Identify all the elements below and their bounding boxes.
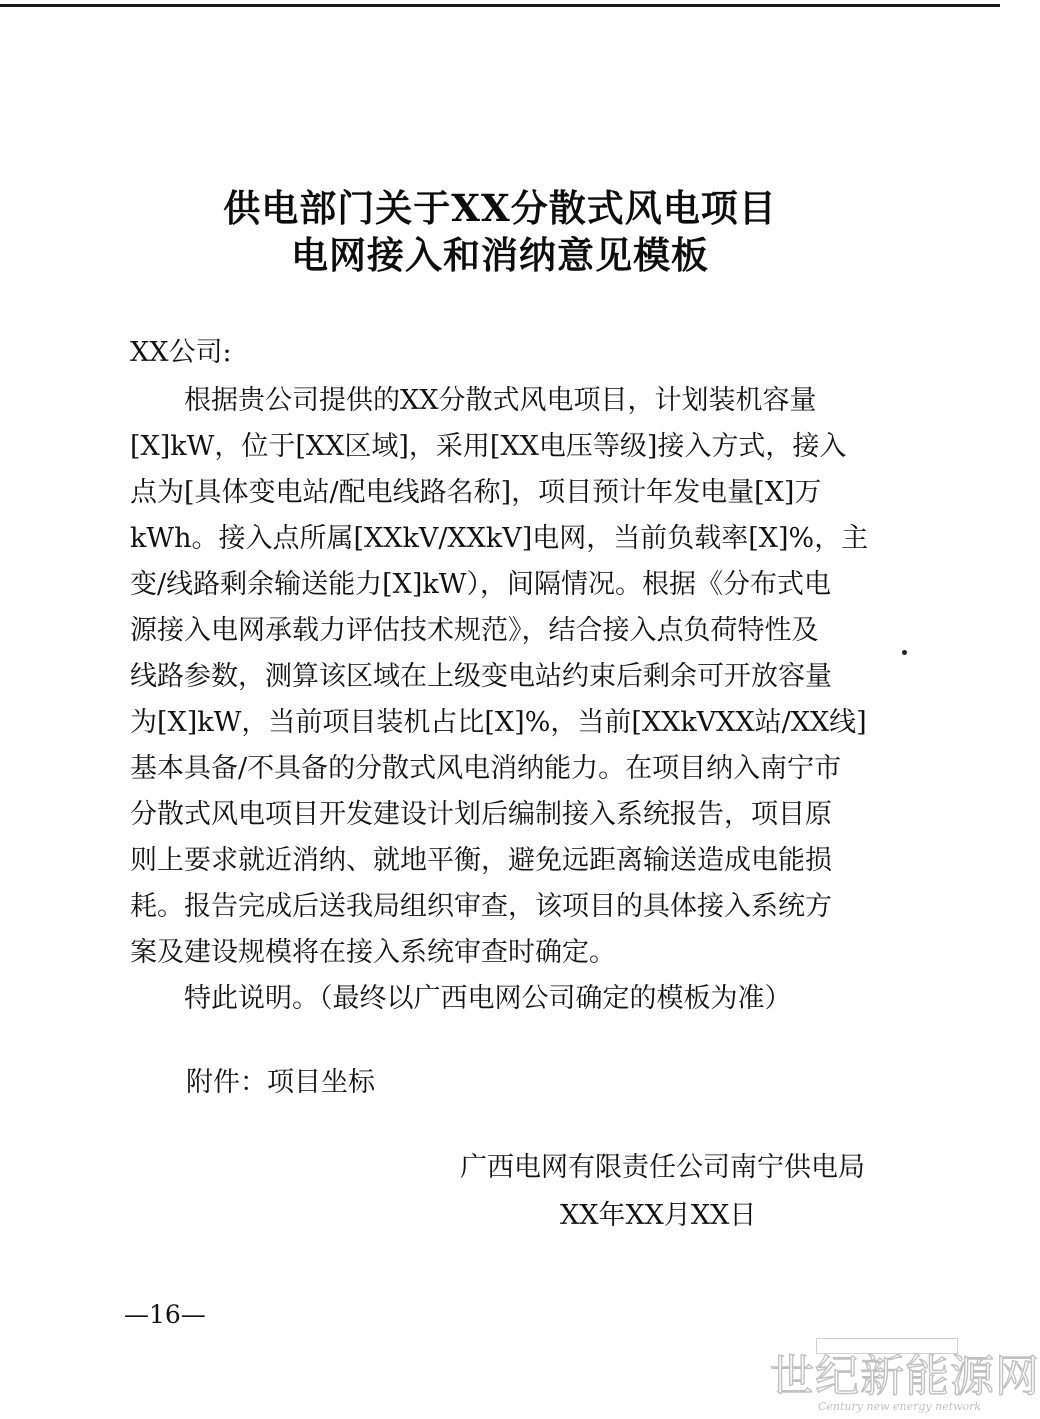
signing-organization: 广西电网有限责任公司南宁供电局 bbox=[460, 1152, 865, 1183]
body-line: 特此说明。（最终以广西电网公司确定的模板为准） bbox=[130, 983, 792, 1014]
document-title-line-1: 供电部门关于XX分散式风电项目 bbox=[223, 186, 777, 230]
top-border-rule bbox=[0, 4, 1000, 7]
body-line: 根据贵公司提供的XX分散式风电项目，计划装机容量 bbox=[130, 385, 817, 416]
salutation: XX公司: bbox=[130, 337, 232, 368]
document-title-line-2: 电网接入和消纳意见模板 bbox=[291, 233, 709, 277]
body-line: 案及建设规模将在接入系统审查时确定。 bbox=[130, 937, 616, 968]
body-line: kWh。接入点所属[XXkV/XXkV]电网，当前负载率[X]%，主 bbox=[130, 523, 869, 554]
watermark-main-text: 世纪新能源网 bbox=[770, 1351, 1040, 1402]
body-line: 基本具备/不具备的分散式风电消纳能力。在项目纳入南宁市 bbox=[130, 753, 842, 784]
body-line: 线路参数，测算该区域在上级变电站约束后剩余可开放容量 bbox=[130, 661, 832, 692]
body-line: 点为[具体变电站/配电线路名称]，项目预计年发电量[X]万 bbox=[130, 477, 822, 508]
body-line: 分散式风电项目开发建设计划后编制接入系统报告，项目原 bbox=[130, 799, 832, 830]
body-line: 源接入电网承载力评估技术规范》，结合接入点负荷特性及 bbox=[130, 615, 819, 646]
body-line: 耗。报告完成后送我局组织审查，该项目的具体接入系统方 bbox=[130, 891, 832, 922]
attachment-note: 附件：项目坐标 bbox=[186, 1067, 375, 1098]
watermark-logo bbox=[770, 1338, 1040, 1414]
watermark-subtitle: Century new energy network bbox=[818, 1400, 982, 1413]
page-number: —16— bbox=[124, 1300, 206, 1329]
body-line: [X]kW，位于[XX区域]，采用[XX电压等级]接入方式，接入 bbox=[130, 431, 847, 462]
body-line: 则上要求就近消纳、就地平衡，避免远距离输送造成电能损 bbox=[130, 845, 832, 876]
scan-speck bbox=[902, 650, 907, 655]
body-line: 为[X]kW，当前项目装机占比[X]%，当前[XXkVXX站/XX线] bbox=[130, 707, 867, 738]
signing-date: XX年XX月XX日 bbox=[560, 1200, 757, 1231]
body-line: 变/线路剩余输送能力[X]kW），间隔情况。根据《分布式电 bbox=[130, 569, 831, 600]
